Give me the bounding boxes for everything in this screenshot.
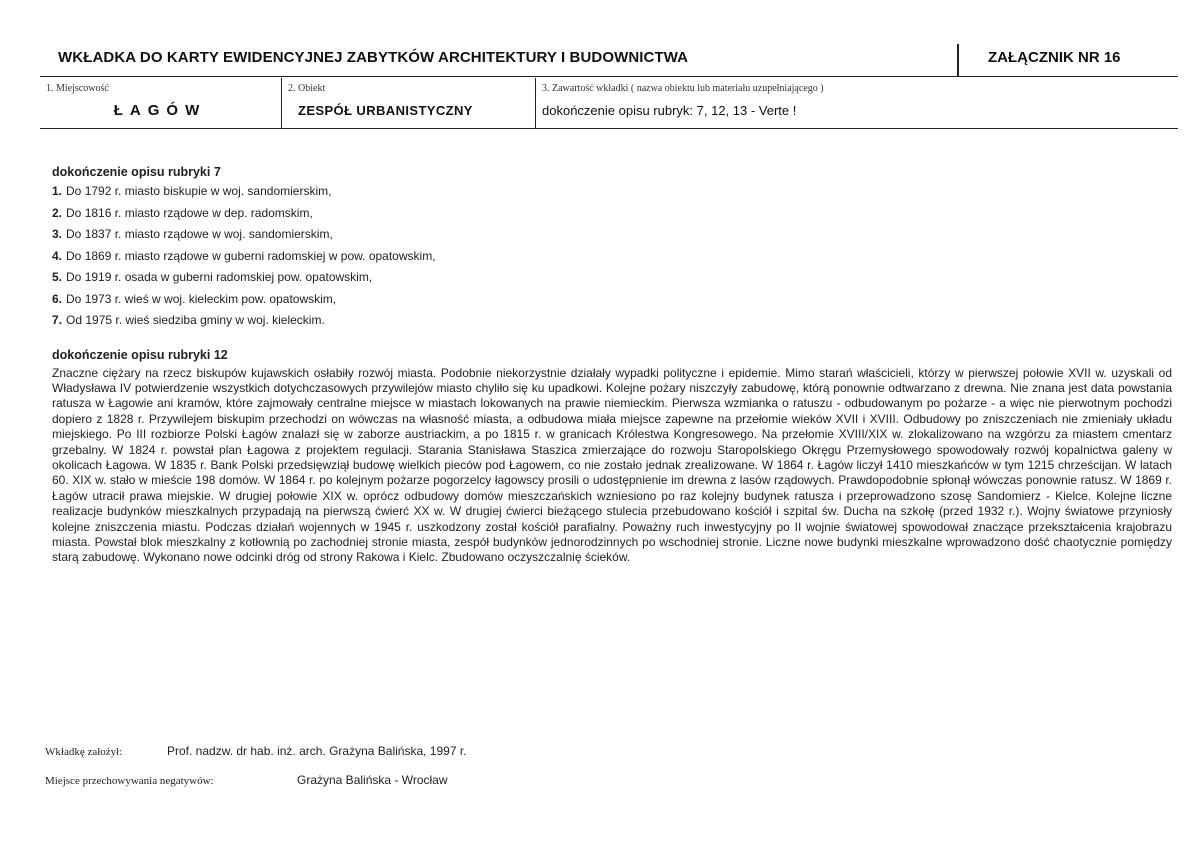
- list-item-number: 6.: [52, 291, 63, 306]
- author-row: [45, 744, 467, 758]
- list-item-text: Do 1919 r. osada w guberni radomskiej pow. opatowskim,: [66, 270, 373, 284]
- author-value: Prof. nadzw. dr hab. inż. arch. Grażyna Balińska, 1997 r.: [167, 744, 467, 758]
- list-item-text: Do 1869 r. miasto rządowe w guberni radomskiej w pow. opatowskim,: [66, 248, 436, 263]
- list-item-text: Do 1816 r. miasto rządowe w dep. radomskim,: [66, 205, 313, 220]
- object-value: ZESPÓŁ URBANISTYCZNY: [298, 103, 473, 118]
- header-fields: [40, 78, 1178, 129]
- header-divider: [957, 44, 959, 76]
- negatives-value: Grażyna Balińska - Wrocław: [297, 773, 448, 787]
- list-item-text: Do 1973 r. wieś w woj. kieleckim pow. opatowskim,: [66, 291, 337, 306]
- negatives-row: [45, 773, 448, 787]
- document-title: WKŁADKA DO KARTY EWIDENCYJNEJ ZABYTKÓW ARCHITEKTURY I BUDOWNICTWA: [58, 49, 689, 66]
- list-item-number: 1.: [52, 184, 63, 198]
- place-value: ŁAGÓW: [113, 102, 207, 119]
- content-field: [535, 78, 1176, 128]
- list-item: [52, 289, 1172, 311]
- list-item: [52, 181, 1172, 203]
- place-field: [40, 78, 280, 128]
- section-12-heading: dokończenie opisu rubryki 12: [52, 347, 228, 362]
- list-item: [52, 246, 1172, 268]
- annex-number: ZAŁĄCZNIK NR 16: [988, 49, 1121, 66]
- list-item-number: 7.: [52, 313, 63, 327]
- list-item: [52, 310, 1172, 332]
- history-list: [52, 181, 1172, 332]
- document-body: [52, 165, 1172, 566]
- list-item: [52, 224, 1172, 246]
- section-rubric-7: [52, 165, 1172, 332]
- negatives-label: Miejsce przechowywania negatywów:: [45, 775, 214, 787]
- list-item-text: Od 1975 r. wieś siedziba gminy w woj. kieleckim.: [66, 313, 325, 327]
- object-field: [281, 78, 534, 128]
- content-label: 3. Zawartość wkładki ( nazwa obiektu lub materiału uzupełniającego ): [542, 83, 824, 94]
- list-item-number: 5.: [52, 270, 63, 284]
- history-paragraph: Znaczne ciężary na rzecz biskupów kujawskich osłabiły rozwój miasta. Podobnie niekorzystnie działały wypadki polityczne i epidemie. Mimo starań właścicieli, którzy w pierwszej połowie XVII w. uzyskali od Władysława IV potwierdzenie wszystkich dotychczasowych przywilejów miasto chyliło się ku upadkowi. Kolejne pożary niszczyły zabudowę, którą ponownie odtwarzano z drewna. Nie znana jest data powstania ratusza w Łagowie ani kramów, które zajmowały centralne miejsce w miastach lokowanych na prawie niemieckim. Pierwsza wzmianka o ratuszu - odbudowanym po pożarze - a więc nie pierwotnym pochodzi dopiero z 1828 r. Przywilejem biskupim przechodzi on wówczas na własność miasta, a odbudowa miała miejsce zapewne na przełomie wieków XVII i XVIII. Odbudowy po zniszczeniach nie zmieniały układu miejskiego. Po III rozbiorze Polski Łagów znalazł się w zaborze austriackim, a po 1815 r. w granicach Królestwa Kongresowego. Na przełomie XVIII/XIX w. zlokalizowano na wzgórzu za miastem cmentarz grzebalny. W 1824 r. powstał plan Łagowa z projektem regulacji. Starania Stanisława Staszica zmierzające do rozwoju Staropolskiego Okręgu Przemysłowego spowodowały rozwój kopalnictwa galeny w okolicach Łagowa. W 1835 r. Bank Polski przedsięwziął budowę wielkich pieców pod Łagowem, co nie zostało jednak zrealizowane. W 1864 r. Łagów liczył 1410 mieszkańców w tym 1215 chrześcijan. W latach 60. XIX w. stało w mieście 198 domów. W 1864 r. po kolejnym pożarze pogorzelcy łagowscy prosili o udostępnienie im drewna z lasów rządowych. Prawdopodobnie spłonął wówczas ponownie ratusz. W 1869 r. Łagów utracił prawa miejskie. W drugiej połowie XIX w. oprócz odbudowy domów mieszczańskich wzniesiono po raz kolejny budynek ratusza i przeprowadzono szosę Sandomierz - Kielce. Kolejne liczne realizacje budynków mieszkalnych przypadają na pierwszą ćwierć XX w. W drugiej ćwierci bieżącego stulecia przebudowano kościół i szpital św. Ducha na szkołę (przed 1932 r.). Wojny światowe przyniosły kolejne zniszczenia miastu. Podczas działań wojennych w 1945 r. uszkodzony został kościół parafialny. Poważny ruch inwestycyjny po II wojnie światowej spowodował znaczące przekształcenia krajobrazu miasta. Powstał blok mieszkalny z kotłownią po zachodniej stronie miasta, zespół budynków jednorodzinnych po wschodniej stronie. Liczne nowe budynki mieszkalne wprowadzono dość chaotycznie pomiędzy starą zabudowę. Wykonano nowe odcinki dróg od strony Rakowa i Kielc. Zbudowano oczyszczalnię ścieków.: [52, 365, 1172, 565]
- list-item: [52, 203, 1172, 225]
- list-item-number: 4.: [52, 248, 63, 263]
- place-label: 1. Miejscowość: [46, 83, 109, 94]
- section-7-heading: dokończenie opisu rubryki 7: [52, 165, 221, 179]
- list-item-number: 2.: [52, 205, 63, 220]
- section-rubric-12: [52, 348, 1172, 566]
- author-label: Wkładkę założył:: [45, 746, 123, 758]
- content-value: dokończenie opisu rubryk: 7, 12, 13 - Verte !: [542, 103, 797, 118]
- list-item: [52, 267, 1172, 289]
- object-label: 2. Obiekt: [288, 83, 326, 94]
- document-header: [40, 40, 1178, 77]
- list-item-text: Do 1792 r. miasto biskupie w woj. sandomierskim,: [66, 184, 332, 198]
- list-item-number: 3.: [52, 227, 63, 241]
- list-item-text: Do 1837 r. miasto rządowe w woj. sandomierskim,: [66, 227, 333, 241]
